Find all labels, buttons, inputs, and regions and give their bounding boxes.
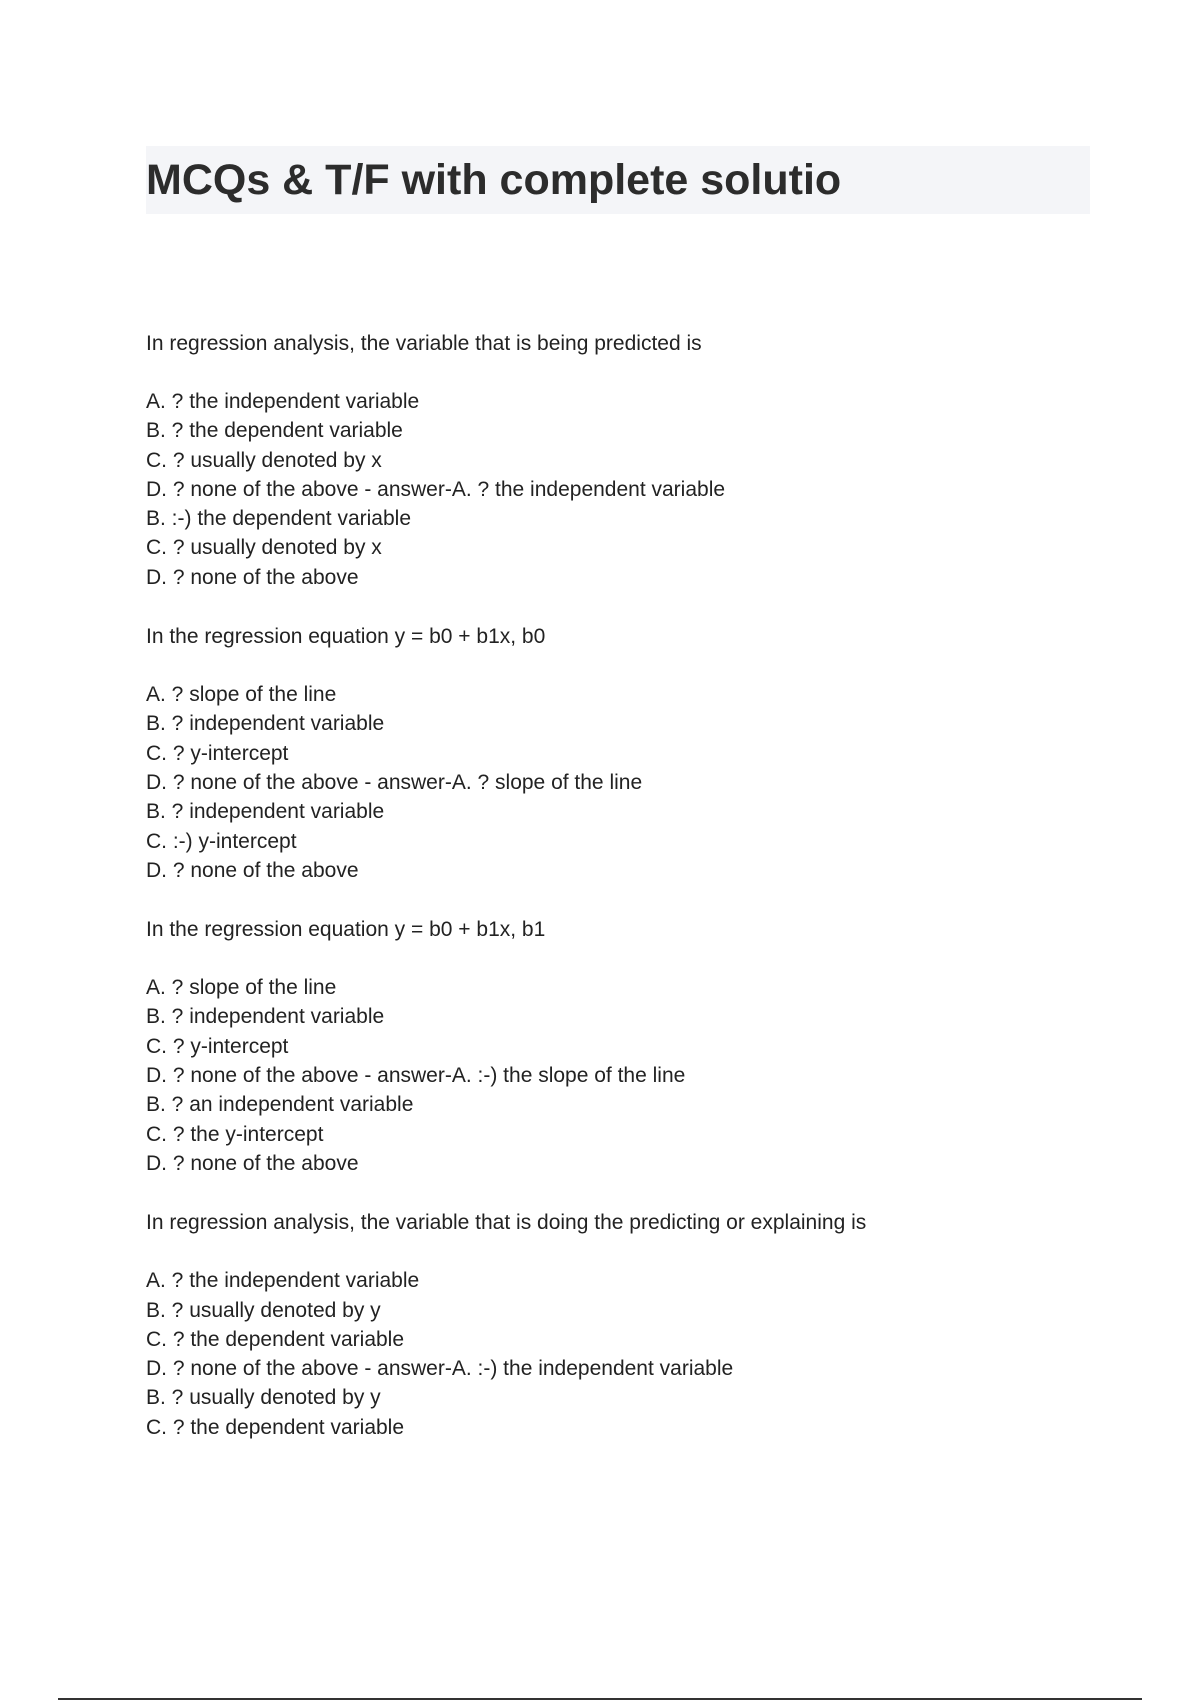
option-line: C. :-) y-intercept (146, 829, 297, 853)
option-line: A. ? the independent variable (146, 1269, 420, 1293)
option-line: D. ? none of the above - answer-A. :-) the independent variable (146, 1357, 734, 1381)
option-line: C. ? y-intercept (146, 741, 289, 765)
question-text: In regression analysis, the variable that is being predicted is (146, 332, 702, 355)
option-line: B. ? usually denoted by y (146, 1298, 381, 1322)
document-title: MCQs & T/F with complete solutio (146, 156, 842, 204)
question-text: In the regression equation y = b0 + b1x, b1 (146, 918, 546, 942)
question-list (146, 329, 1106, 1472)
question-text: In the regression equation y = b0 + b1x, b0 (146, 625, 546, 649)
option-line: D. ? none of the above (146, 565, 359, 589)
question-4 (146, 1208, 1106, 1442)
option-line: A. ? slope of the line (146, 683, 337, 707)
option-line: B. ? the dependent variable (146, 419, 403, 443)
option-line: D. ? none of the above - answer-A. ? slope of the line (146, 770, 643, 794)
option-list (146, 387, 1106, 592)
option-line: B. ? independent variable (146, 800, 385, 824)
question-3 (146, 915, 1106, 1178)
option-line: D. ? none of the above (146, 858, 359, 882)
option-line: C. ? the dependent variable (146, 1327, 405, 1351)
option-line: B. ? usually denoted by y (146, 1386, 381, 1410)
option-line: C. ? the y-intercept (146, 1122, 324, 1146)
option-line: D. ? none of the above - answer-A. ? the independent variable (146, 477, 726, 501)
option-line: D. ? none of the above - answer-A. :-) the slope of the line (146, 1064, 686, 1088)
question-text: In regression analysis, the variable that is doing the predicting or explaining is (146, 1211, 867, 1235)
option-line: C. ? usually denoted by x (146, 448, 382, 472)
option-line: D. ? none of the above (146, 1151, 359, 1175)
option-line: B. ? independent variable (146, 1005, 385, 1029)
option-line: C. ? usually denoted by x (146, 536, 382, 560)
option-line: C. ? y-intercept (146, 1034, 289, 1058)
option-list (146, 680, 1106, 885)
option-line: B. :-) the dependent variable (146, 507, 412, 531)
option-line: B. ? an independent variable (146, 1093, 414, 1117)
question-2 (146, 622, 1106, 885)
option-line: A. ? the independent variable (146, 390, 420, 413)
option-line: C. ? the dependent variable (146, 1415, 405, 1439)
option-list (146, 973, 1106, 1178)
option-line: B. ? independent variable (146, 712, 385, 736)
question-1 (146, 329, 1106, 592)
option-list (146, 1266, 1106, 1442)
option-line: A. ? slope of the line (146, 976, 337, 1000)
